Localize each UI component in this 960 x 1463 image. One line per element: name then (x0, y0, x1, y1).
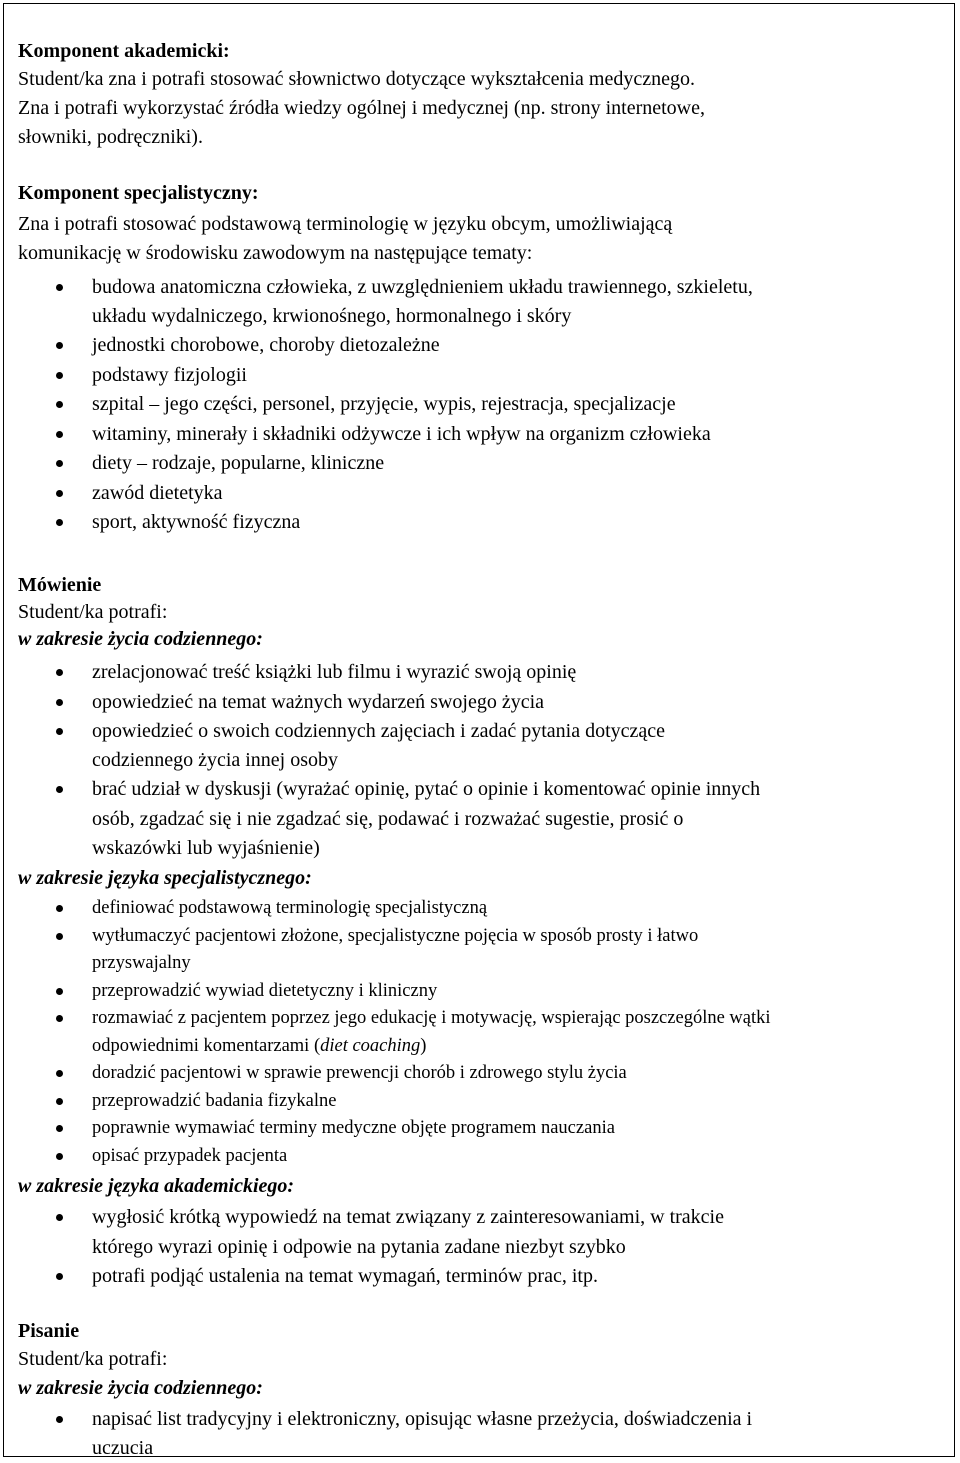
intro-text: Student/ka potrafi: (18, 601, 168, 623)
list-item: napisać list tradycyjny i elektroniczny, opisując własne przeżycia, doświadczenia i uczucia (18, 1405, 948, 1463)
intro-text: Student/ka potrafi: (18, 1348, 168, 1370)
bullet-icon (56, 933, 63, 940)
bullet-icon (56, 988, 63, 995)
list-item: brać udział w dyskusji (wyrażać opinię, pytać o opinie i komentować opinie innych osób, zgadzać się i nie zgadzać się, podawać i rozważać sugestie, prosić o wskazówki lub wyjaśnienie) (18, 775, 948, 864)
list-item: opisać przypadek pacjenta (18, 1143, 948, 1171)
bullet-icon (56, 401, 63, 408)
list-item: opowiedzieć na temat ważnych wydarzeń swojego życia (18, 688, 948, 718)
bullet-icon (56, 1070, 63, 1077)
bullet-icon (56, 519, 63, 526)
subheading-zycie: w zakresie życia codziennego: (18, 1377, 263, 1399)
section-komponent-specjalistyczny (18, 180, 948, 266)
bullet-icon (56, 669, 63, 676)
bullet-icon (56, 728, 63, 735)
list-item: przeprowadzić wywiad dietetyczny i kliniczny (18, 978, 948, 1006)
section-pisanie (18, 1318, 948, 1401)
list-item: potrafi podjąć ustalenia na temat wymagań, terminów prac, itp. (18, 1262, 948, 1292)
subheading-zycie: w zakresie życia codziennego: (18, 628, 263, 650)
subsection-specjalistyczny (18, 865, 948, 891)
bullet-icon (56, 372, 63, 379)
list-item: podstawy fizjologii (18, 361, 948, 391)
paragraph-line: słowniki, podręczniki). (18, 126, 203, 148)
heading-mowienie: Mówienie (18, 574, 102, 596)
paragraph-line: Student/ka zna i potrafi stosować słownictwo dotyczące wykształcenia medycznego. (18, 68, 695, 90)
list-item: sport, aktywność fizyczna (18, 508, 948, 538)
heading-komponent-specjalistyczny: Komponent specjalistyczny: (18, 182, 259, 204)
bullet-icon (56, 284, 63, 291)
list-item: zrelacjonować treść książki lub filmu i wyrazić swoją opinię (18, 658, 948, 688)
bullet-icon (56, 786, 63, 793)
list-item: diety – rodzaje, popularne, kliniczne (18, 449, 948, 479)
list-item: wygłosić krótką wypowiedź na temat związany z zainteresowaniami, w trakcie którego wyrazi opinię i odpowie na pytania zadane niezbyt szybko (18, 1203, 948, 1262)
list-item: zawód dietetyka (18, 479, 948, 509)
list-pisanie-zycie (18, 1405, 948, 1463)
bullet-icon (56, 460, 63, 467)
list-item: budowa anatomiczna człowieka, z uwzględnieniem układu trawiennego, szkieletu, układu wydalniczego, krwionośnego, hormonalnego i skóry (18, 273, 948, 331)
heading-pisanie: Pisanie (18, 1320, 80, 1342)
list-tematy (18, 273, 948, 538)
bullet-icon (56, 1273, 63, 1280)
heading-komponent-akademicki: Komponent akademicki: (18, 40, 230, 62)
bullet-icon (56, 342, 63, 349)
document-page (3, 3, 955, 1457)
list-item: definiować podstawową terminologię specjalistyczną (18, 895, 948, 923)
bullet-icon (56, 1416, 63, 1423)
bullet-icon (56, 905, 63, 912)
list-item: opowiedzieć o swoich codziennych zajęciach i zadać pytania dotyczące codziennego życia innej osoby (18, 717, 948, 775)
diet-coaching-term: diet coaching (320, 1035, 421, 1056)
paragraph-line: Zna i potrafi wykorzystać źródła wiedzy ogólnej i medycznej (np. strony internetowe, (18, 97, 705, 119)
bullet-icon (56, 699, 63, 706)
list-item: witaminy, minerały i składniki odżywcze i ich wpływ na organizm człowieka (18, 420, 948, 450)
list-item: wytłumaczyć pacjentowi złożone, specjalistyczne pojęcia w sposób prosty i łatwo przyswajalny (18, 923, 948, 978)
list-item: doradzić pacjentowi w sprawie prewencji chorób i zdrowego stylu życia (18, 1060, 948, 1088)
section-komponent-akademicki (18, 38, 948, 150)
bullet-icon (56, 1098, 63, 1105)
list-mowienie-zycie (18, 658, 948, 864)
list-mowienie-specjalistyczny (18, 895, 948, 1170)
list-item: przeprowadzić badania fizykalne (18, 1088, 948, 1116)
section-mowienie (18, 572, 948, 652)
list-item: szpital – jego części, personel, przyjęcie, wypis, rejestracja, specjalizacje (18, 390, 948, 420)
bullet-icon (56, 1015, 63, 1022)
paragraph-line: komunikację w środowisku zawodowym na następujące tematy: (18, 242, 533, 264)
bullet-icon (56, 1125, 63, 1132)
bullet-icon (56, 431, 63, 438)
subsection-akademicki (18, 1173, 948, 1199)
list-item: rozmawiać z pacjentem poprzez jego edukację i motywację, wspierając poszczególne wątki odpowiednimi komentarzami (diet coaching) (18, 1005, 948, 1060)
bullet-icon (56, 490, 63, 497)
list-mowienie-akademicki (18, 1203, 948, 1292)
list-item: jednostki chorobowe, choroby dietozależne (18, 331, 948, 361)
subheading-akademicki: w zakresie języka akademickiego: (18, 1175, 295, 1197)
paragraph-line: Zna i potrafi stosować podstawową terminologię w języku obcym, umożliwiającą (18, 213, 673, 235)
bullet-icon (56, 1214, 63, 1221)
subheading-specjalistyczny: w zakresie języka specjalistycznego: (18, 867, 312, 889)
bullet-icon (56, 1153, 63, 1160)
list-item: poprawnie wymawiać terminy medyczne objęte programem nauczania (18, 1115, 948, 1143)
